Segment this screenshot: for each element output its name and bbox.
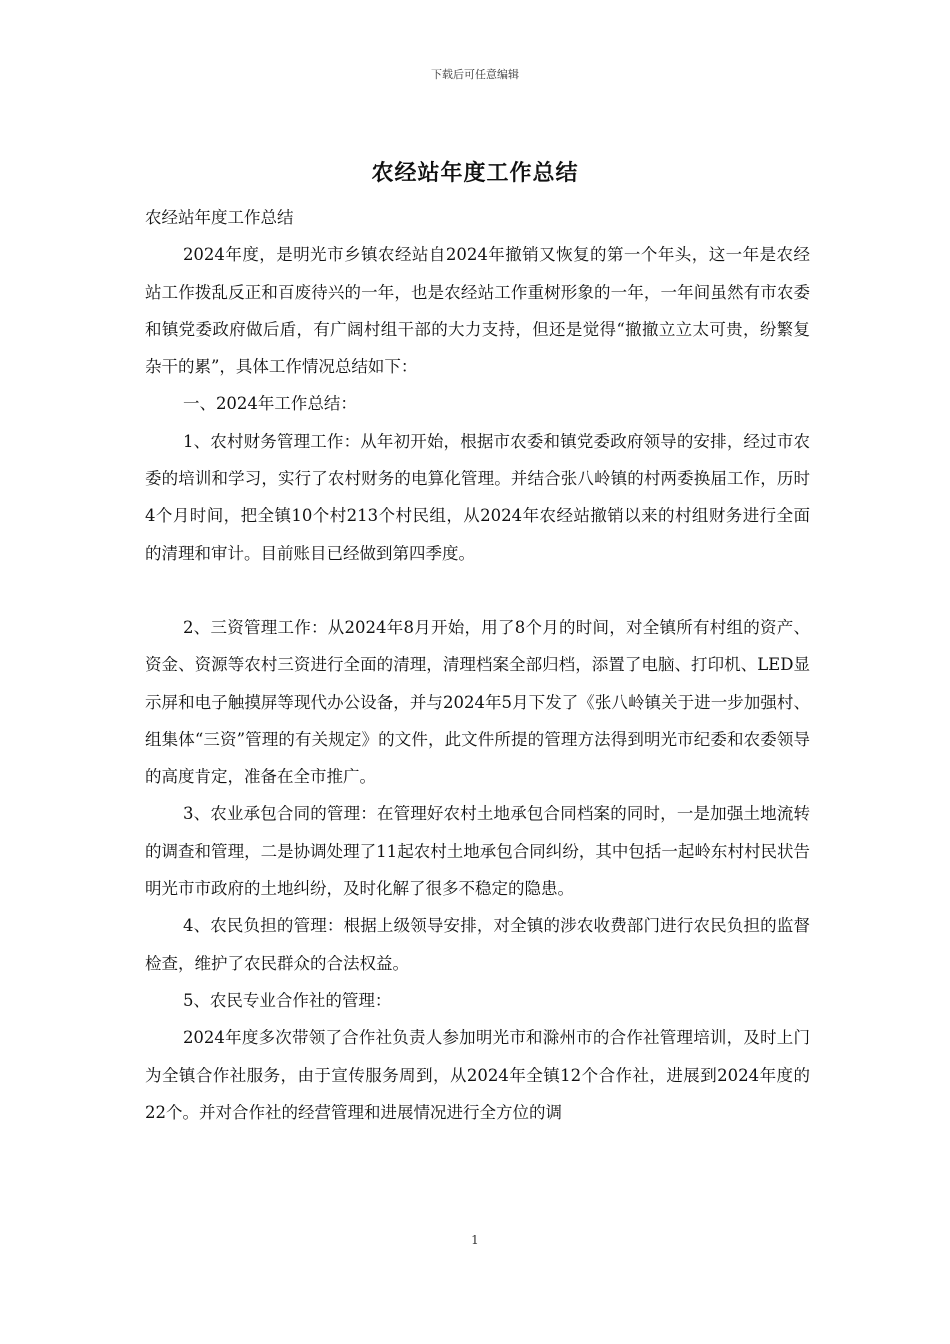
paragraph-cooperatives-heading: 5、农民专业合作社的管理： bbox=[182, 990, 392, 1010]
paragraph-three-assets: 2、三资管理工作：从2024年8月开始，用了8个月的时间，对全镇所有村组的资产、资金、资源等农村三资进行全面的清理，清理档案全部归档，添置了电脑、打印机、LED显示屏和电子触摸屏等现代办公设备，并与2024年5月下发了《张八岭镇关于进一步加强村、组集体“三资”管理的有关规定》的文件，此文件所提的管理方法得到明光市纪委和农委领导的高度肯定，准备在全市推广。 bbox=[145, 617, 810, 787]
page-number: 1 bbox=[471, 1233, 479, 1247]
paragraph-contracts: 3、农业承包合同的管理：在管理好农村土地承包合同档案的同时，一是加强土地流转的调查和管理，二是协调处理了11起农村土地承包合同纠纷，其中包括一起岭东村村民状告明光市市政府的土地纠纷，及时化解了很多不稳定的隐患。 bbox=[145, 804, 810, 899]
document-title: 农经站年度工作总结 bbox=[371, 160, 579, 186]
paragraph-farmer-burden: 4、农民负担的管理：根据上级领导安排，对全镇的涉农收费部门进行农民负担的监督检查，维护了农民群众的合法权益。 bbox=[145, 916, 810, 973]
document-body bbox=[145, 199, 810, 1131]
header-note: 下载后可任意编辑 bbox=[431, 68, 519, 81]
paragraph-financial-management: 1、农村财务管理工作：从年初开始，根据市农委和镇党委政府领导的安排，经过市农委的培训和学习，实行了农村财务的电算化管理。并结合张八岭镇的村两委换届工作，历时4个月时间，把全镇10个村213个村民组，从2024年农经站撤销以来的村组财务进行全面的清理和审计。目前账目已经做到第四季度。 bbox=[145, 431, 810, 563]
subtitle-line: 农经站年度工作总结 bbox=[145, 208, 294, 227]
paragraph-intro: 2024年度，是明光市乡镇农经站自2024年撤销又恢复的第一个年头，这一年是农经站工作拨乱反正和百废待兴的一年，也是农经站工作重树形象的一年，一年间虽然有市农委和镇党委政府做后盾，有广阔村组干部的大力支持，但还是觉得“撤撤立立太可贵，纷繁复杂干的累”，具体工作情况总结如下： bbox=[145, 245, 810, 377]
paragraph-cooperatives: 2024年度多次带领了合作社负责人参加明光市和滁州市的合作社管理培训，及时上门为全镇合作社服务，由于宣传服务周到，从2024年全镇12个合作社，进展到2024年度的22个。并对合作社的经营管理和进展情况进行全方位的调 bbox=[145, 1028, 810, 1122]
section-heading: 一、2024年工作总结： bbox=[182, 394, 357, 414]
paragraph-gap bbox=[145, 572, 810, 609]
